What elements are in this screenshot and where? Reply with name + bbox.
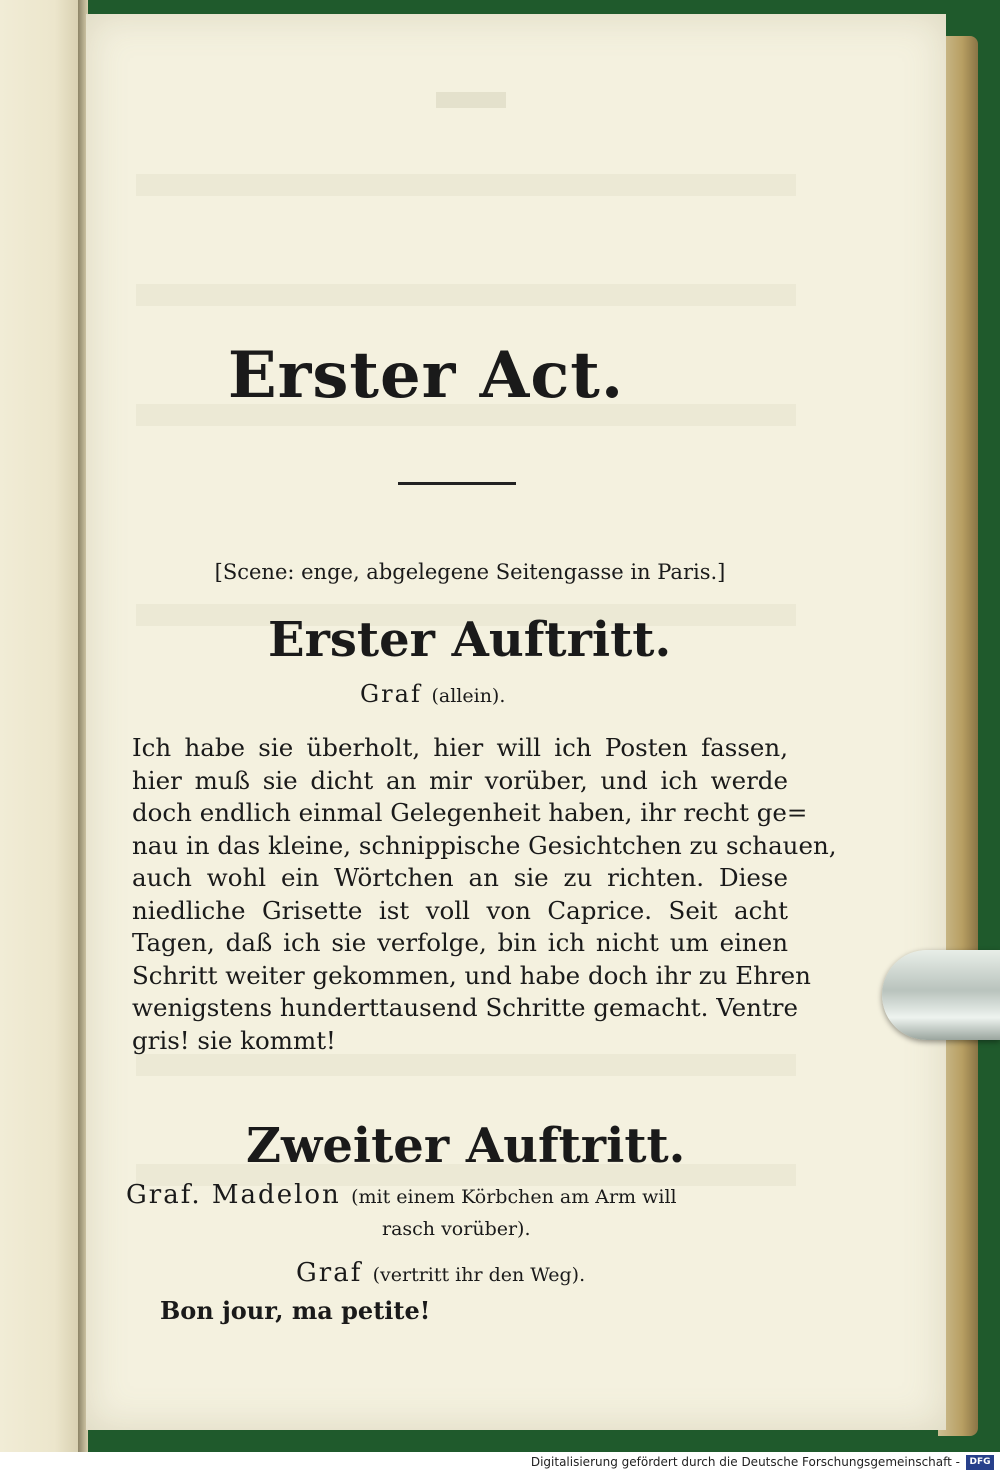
text-line: doch endlich einmal Gelegenheit haben, ihr recht ge= <box>132 798 808 827</box>
text-line: Schritt weiter gekommen, und habe doch ihr zu Ehren <box>132 960 811 990</box>
scene-note: [Scene: enge, abgelegene Seitengasse in Paris.] <box>214 560 726 584</box>
funding-notice: Digitalisierung gefördert durch die Deutsche Forschungsgemeinschaft - <box>530 1455 960 1469</box>
speaker-name: Graf <box>296 1258 363 1288</box>
scene-2-speakers <box>126 1180 677 1210</box>
act-title: Erster Act. <box>227 338 625 413</box>
page-clip <box>882 950 1000 1040</box>
scene-1-speaker <box>360 680 505 708</box>
text-line: nau in das kleine, schnippische Gesichtchen zu schauen, <box>132 830 837 860</box>
scene-2-title: Zweiter Auftritt. <box>246 1118 686 1174</box>
dfg-logo-icon: DFG <box>966 1455 994 1470</box>
text-line: Tagen, daß ich sie verfolge, bin ich nicht um einen <box>132 928 788 957</box>
text-line: wenigstens hunderttausend Schritte gemacht. Ventre <box>132 993 798 1022</box>
text-line: gris! sie kommt! <box>132 1025 336 1055</box>
stage-direction: (vertritt ihr den Weg). <box>372 1264 586 1286</box>
speaker-names: Graf. Madelon <box>126 1180 341 1210</box>
scene-1-title: Erster Auftritt. <box>268 612 672 668</box>
monologue-paragraph <box>132 732 837 1057</box>
stage-direction: (mit einem Körbchen am Arm will <box>351 1186 677 1208</box>
stage-direction: (allein). <box>431 685 506 707</box>
footer-bar <box>0 1452 1000 1474</box>
title-rule <box>398 482 516 485</box>
stage-direction-continued: rasch vorüber). <box>382 1218 531 1240</box>
speaker-name: Graf <box>360 680 422 708</box>
spoken-line: Bon jour, ma petite! <box>160 1296 431 1325</box>
text-line: auch wohl ein Wörtchen an sie zu richten. Diese <box>132 863 788 892</box>
text-line: hier muß sie dicht an mir vorüber, und ich werde <box>132 765 788 795</box>
scene-2-speaker <box>296 1258 585 1288</box>
text-line: Ich habe sie überholt, hier will ich Posten fassen, <box>132 733 788 762</box>
text-line: niedliche Grisette ist voll von Caprice. Seit acht <box>132 895 788 925</box>
left-page-edge <box>0 0 80 1452</box>
